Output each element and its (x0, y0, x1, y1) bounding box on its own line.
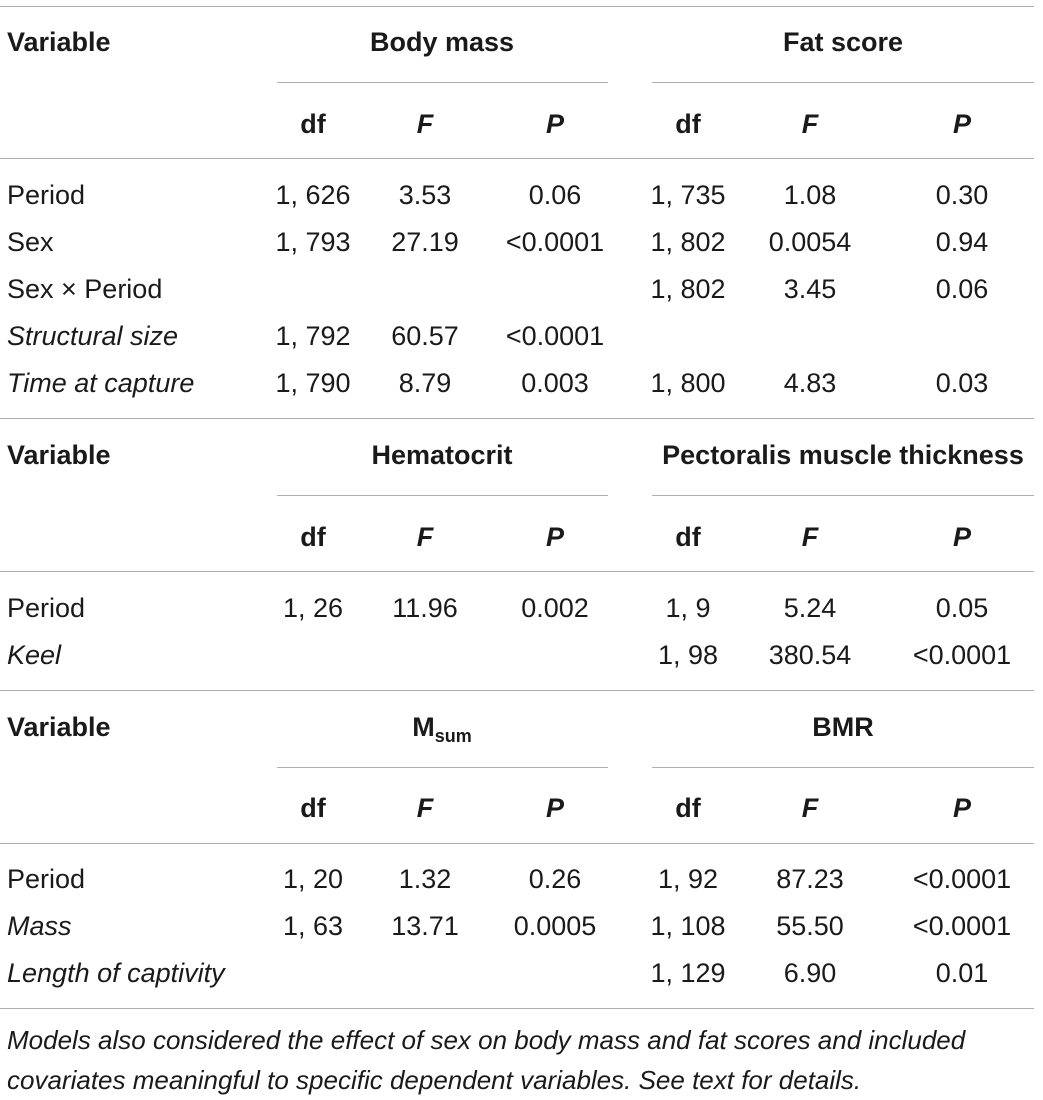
col-header-f: F (416, 109, 434, 139)
col-header-f: F (801, 793, 819, 823)
group1-df-cell: 1, 26 (282, 593, 344, 623)
section-rule (0, 690, 1034, 691)
group-header-msum: $M_{sum}$ (412, 712, 472, 746)
group2-df-cell: 1, 98 (657, 640, 719, 670)
header-rule (0, 571, 1034, 572)
group2-df-cell: 1, 108 (650, 911, 726, 941)
group2-f-cell: 55.50 (776, 911, 844, 941)
row-label: Sex (7, 227, 54, 257)
col-header-f: F (801, 109, 819, 139)
variable-header: Variable (7, 440, 111, 470)
group1-df-cell: 1, 20 (282, 864, 344, 894)
col-header-p: P (545, 793, 565, 823)
group-rule (652, 495, 1034, 496)
group2-p-cell: <0.0001 (912, 640, 1012, 670)
group1-f-cell: 13.71 (391, 911, 459, 941)
col-header-p: P (545, 522, 565, 552)
variable-header: Variable (7, 712, 111, 742)
group2-p-cell: 0.30 (935, 180, 989, 210)
group1-f-cell: 60.57 (391, 321, 459, 351)
group2-df-cell: 1, 802 (650, 274, 726, 304)
row-label: Period (7, 180, 86, 210)
header-rule (0, 158, 1034, 159)
row-label: Sex × Period (7, 274, 163, 304)
group1-f-cell: 3.53 (398, 180, 452, 210)
group2-p-cell: 0.05 (935, 593, 989, 623)
group1-p-cell: <0.0001 (505, 321, 605, 351)
group2-f-cell: 3.45 (783, 274, 837, 304)
group-rule (277, 495, 608, 496)
col-header-f: F (416, 793, 434, 823)
group2-p-cell: <0.0001 (912, 911, 1012, 941)
row-label: Mass (7, 911, 72, 941)
group1-p-cell: 0.06 (528, 180, 582, 210)
group2-df-cell: 1, 735 (650, 180, 726, 210)
group1-df-cell: 1, 792 (275, 321, 351, 351)
group1-f-cell: 1.32 (398, 864, 452, 894)
group2-p-cell: 0.01 (935, 958, 989, 988)
header-rule (0, 843, 1034, 844)
col-header-df: df (300, 522, 326, 552)
group2-f-cell: 6.90 (783, 958, 837, 988)
group2-df-cell: 1, 92 (657, 864, 719, 894)
col-header-p: P (952, 793, 972, 823)
group1-p-cell: 0.003 (521, 368, 589, 398)
table-footnote: Models also considered the effect of sex on body mass and fat scores and included covariates meaningful to specific dependent variables. See text for details. (7, 1025, 966, 1095)
col-header-df: df (300, 793, 326, 823)
group2-f-cell: 0.0054 (768, 227, 852, 257)
group2-p-cell: <0.0001 (912, 864, 1012, 894)
group2-df-cell: 1, 9 (665, 593, 711, 623)
group-header-bmr: BMR (812, 712, 874, 742)
group-header-pectoralis-muscle-thickness: Pectoralis muscle thickness (662, 440, 1024, 470)
group-header-fat-score: Fat score (782, 27, 904, 57)
group1-p-cell: 0.0005 (513, 911, 597, 941)
group-header-body-mass: Body mass (369, 27, 515, 57)
row-label: Period (7, 864, 86, 894)
row-label: Structural size (7, 321, 179, 351)
table-top-rule (0, 6, 1034, 7)
row-label: Keel (7, 640, 62, 670)
col-header-p: P (952, 522, 972, 552)
group2-f-cell: 380.54 (768, 640, 852, 670)
group1-df-cell: 1, 790 (275, 368, 351, 398)
group-rule (652, 767, 1034, 768)
table-bottom-rule (0, 1008, 1034, 1009)
col-header-f: F (416, 522, 434, 552)
row-label: Period (7, 593, 86, 623)
group1-p-cell: <0.0001 (505, 227, 605, 257)
col-header-p: P (545, 109, 565, 139)
group1-df-cell: 1, 626 (275, 180, 351, 210)
group1-df-cell: 1, 793 (275, 227, 351, 257)
section-rule (0, 418, 1034, 419)
col-header-df: df (675, 109, 701, 139)
group-header-hematocrit: Hematocrit (371, 440, 513, 470)
col-header-f: F (801, 522, 819, 552)
group2-p-cell: 0.06 (935, 274, 989, 304)
group1-f-cell: 27.19 (391, 227, 459, 257)
group2-df-cell: 1, 129 (650, 958, 726, 988)
group-rule (277, 767, 608, 768)
group1-f-cell: 8.79 (398, 368, 452, 398)
group2-p-cell: 0.94 (935, 227, 989, 257)
col-header-df: df (675, 793, 701, 823)
group-rule (277, 82, 608, 83)
group2-df-cell: 1, 802 (650, 227, 726, 257)
group1-p-cell: 0.002 (521, 593, 589, 623)
col-header-df: df (300, 109, 326, 139)
row-label: Time at capture (7, 368, 195, 398)
row-label: Length of captivity (7, 958, 225, 988)
group2-f-cell: 1.08 (783, 180, 837, 210)
group1-p-cell: 0.26 (528, 864, 582, 894)
col-header-p: P (952, 109, 972, 139)
group2-f-cell: 4.83 (783, 368, 837, 398)
group2-df-cell: 1, 800 (650, 368, 726, 398)
group2-f-cell: 5.24 (783, 593, 837, 623)
group2-p-cell: 0.03 (935, 368, 989, 398)
group2-f-cell: 87.23 (776, 864, 844, 894)
group1-df-cell: 1, 63 (282, 911, 344, 941)
group-rule (652, 82, 1034, 83)
group1-f-cell: 11.96 (392, 593, 458, 623)
col-header-df: df (675, 522, 701, 552)
variable-header: Variable (7, 27, 111, 57)
